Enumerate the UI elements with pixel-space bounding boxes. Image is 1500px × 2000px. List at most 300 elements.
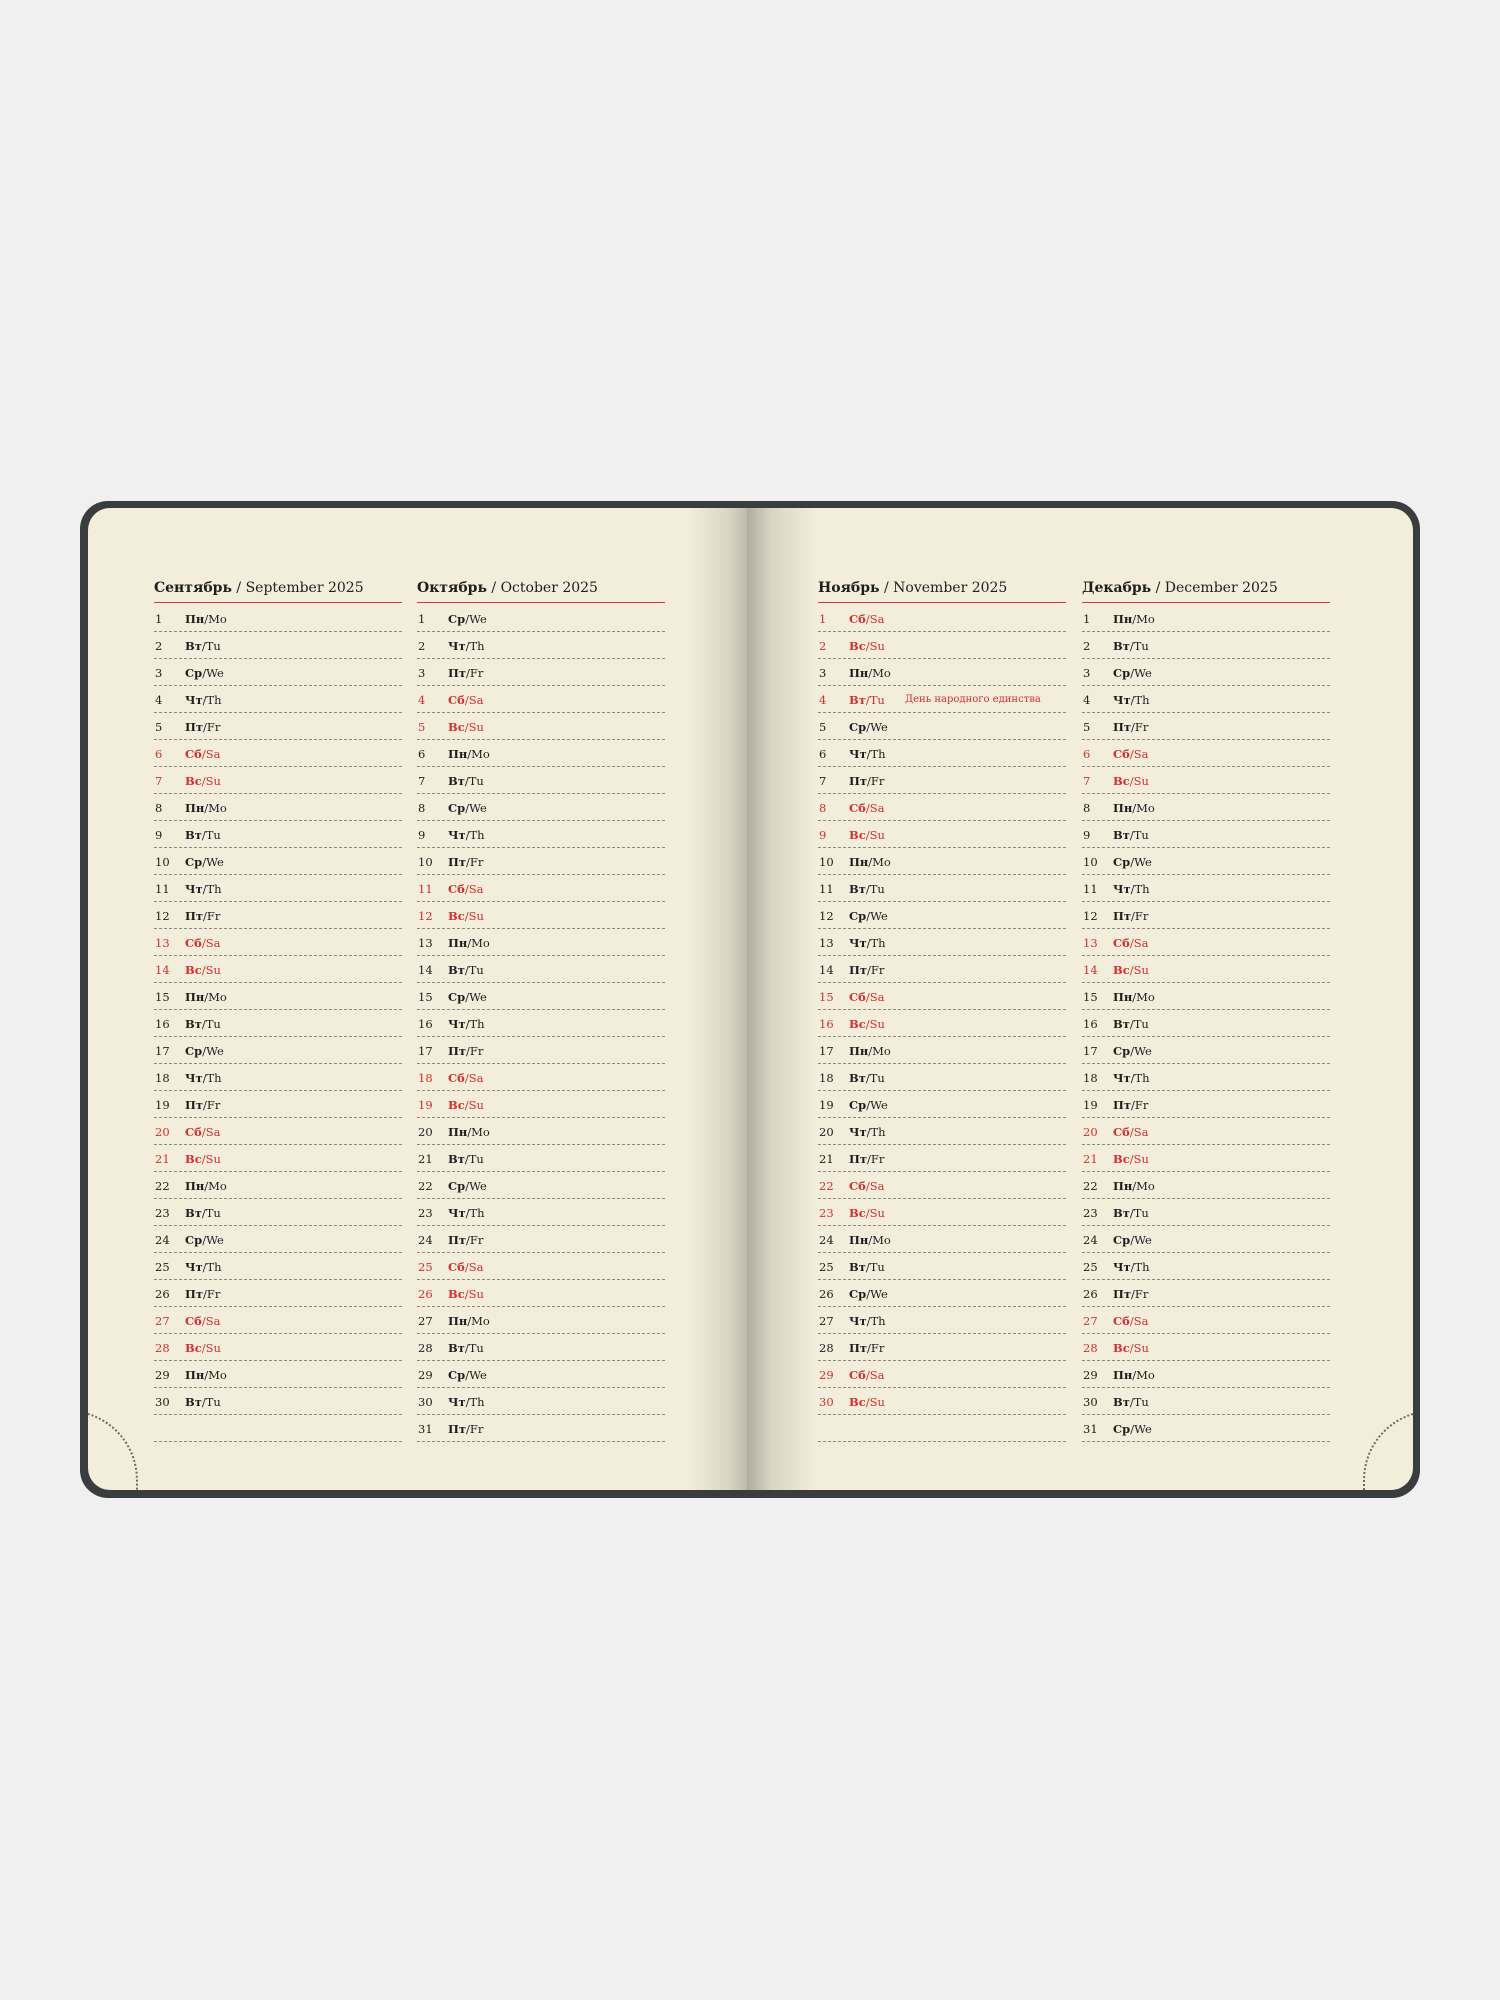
weekday: Чт/Th <box>185 882 222 896</box>
day-number: 14 <box>819 963 834 977</box>
day-number: 4 <box>155 693 163 707</box>
weekday: Вт/Tu <box>448 1152 484 1166</box>
weekday: Пн/Mo <box>185 801 227 815</box>
day-row <box>818 958 1066 983</box>
day-row <box>417 1309 665 1334</box>
weekday: Вс/Su <box>448 909 484 923</box>
weekday: Вс/Su <box>1113 1341 1149 1355</box>
day-row <box>154 715 402 740</box>
day-number: 8 <box>1083 801 1091 815</box>
day-row <box>818 607 1066 632</box>
day-row <box>154 1228 402 1253</box>
day-row <box>1082 1066 1330 1091</box>
day-number: 23 <box>418 1206 433 1220</box>
month-october <box>417 580 665 1444</box>
day-row <box>417 1228 665 1253</box>
day-number: 7 <box>1083 774 1091 788</box>
weekday: Ср/We <box>185 855 224 869</box>
day-row <box>154 1363 402 1388</box>
day-number: 2 <box>155 639 163 653</box>
day-row <box>154 904 402 929</box>
day-row <box>818 661 1066 686</box>
day-row <box>818 1255 1066 1280</box>
weekday: Вс/Su <box>185 774 221 788</box>
weekday: Чт/Th <box>849 1314 886 1328</box>
day-row <box>818 1282 1066 1307</box>
weekday: Пт/Fr <box>1113 1098 1149 1112</box>
weekday: Пн/Mo <box>185 1179 227 1193</box>
day-row <box>154 1282 402 1307</box>
weekday: Чт/Th <box>185 1260 222 1274</box>
day-row <box>818 823 1066 848</box>
day-number: 6 <box>155 747 163 761</box>
weekday: Пн/Mo <box>448 747 490 761</box>
day-row <box>417 1093 665 1118</box>
day-row <box>417 1363 665 1388</box>
day-row <box>417 607 665 632</box>
weekday: Пн/Mo <box>1113 1368 1155 1382</box>
day-row <box>818 1228 1066 1253</box>
day-row <box>818 985 1066 1010</box>
day-number: 2 <box>819 639 827 653</box>
day-number: 29 <box>155 1368 170 1382</box>
day-row <box>154 1066 402 1091</box>
day-number: 8 <box>155 801 163 815</box>
day-row <box>1082 1309 1330 1334</box>
weekday: Вс/Su <box>185 1341 221 1355</box>
day-number: 2 <box>418 639 426 653</box>
weekday: Вс/Su <box>849 1206 885 1220</box>
weekday: Чт/Th <box>849 1125 886 1139</box>
weekday: Вс/Su <box>1113 963 1149 977</box>
day-number: 15 <box>1083 990 1098 1004</box>
day-row <box>818 1336 1066 1361</box>
day-row <box>1082 796 1330 821</box>
day-number: 9 <box>819 828 827 842</box>
day-row <box>1082 1417 1330 1442</box>
day-number: 21 <box>819 1152 834 1166</box>
day-row <box>1082 1201 1330 1226</box>
weekday: Ср/We <box>185 666 224 680</box>
day-number: 25 <box>1083 1260 1098 1274</box>
day-row <box>818 634 1066 659</box>
day-row <box>417 661 665 686</box>
day-row <box>154 877 402 902</box>
day-row <box>818 1012 1066 1037</box>
day-number: 1 <box>418 612 426 626</box>
day-row <box>1082 1390 1330 1415</box>
day-row <box>154 796 402 821</box>
day-row <box>417 1282 665 1307</box>
day-list <box>818 603 1066 1442</box>
weekday: Ср/We <box>448 990 487 1004</box>
day-row <box>154 1093 402 1118</box>
day-number: 1 <box>819 612 827 626</box>
day-number: 20 <box>418 1125 433 1139</box>
weekday: Пт/Fr <box>1113 909 1149 923</box>
weekday: Чт/Th <box>1113 882 1150 896</box>
day-row <box>417 1417 665 1442</box>
weekday: Пт/Fr <box>185 1287 221 1301</box>
weekday: Вт/Tu <box>1113 1206 1149 1220</box>
day-row <box>417 823 665 848</box>
day-row <box>818 877 1066 902</box>
weekday: Вт/Tu <box>185 828 221 842</box>
day-row <box>1082 931 1330 956</box>
day-number: 15 <box>819 990 834 1004</box>
day-number: 11 <box>155 882 170 896</box>
day-number: 23 <box>1083 1206 1098 1220</box>
day-row <box>1082 877 1330 902</box>
day-number: 19 <box>1083 1098 1098 1112</box>
day-row <box>417 985 665 1010</box>
day-row <box>818 1363 1066 1388</box>
day-number: 18 <box>1083 1071 1098 1085</box>
day-row <box>1082 769 1330 794</box>
day-number: 9 <box>1083 828 1091 842</box>
weekday: Сб/Sa <box>185 1314 221 1328</box>
day-number: 10 <box>155 855 170 869</box>
day-number: 1 <box>155 612 163 626</box>
day-number: 29 <box>418 1368 433 1382</box>
day-number: 15 <box>418 990 433 1004</box>
day-row <box>154 823 402 848</box>
day-row <box>1082 1012 1330 1037</box>
day-number: 13 <box>155 936 170 950</box>
day-number: 30 <box>155 1395 170 1409</box>
weekday: Ср/We <box>849 1098 888 1112</box>
day-row <box>818 1039 1066 1064</box>
day-number: 3 <box>418 666 426 680</box>
day-number: 4 <box>418 693 426 707</box>
day-number: 22 <box>418 1179 433 1193</box>
day-number: 28 <box>418 1341 433 1355</box>
day-row <box>154 850 402 875</box>
weekday: Пт/Fr <box>448 1233 484 1247</box>
weekday: Вс/Su <box>185 963 221 977</box>
day-number: 16 <box>418 1017 433 1031</box>
day-row <box>1082 1363 1330 1388</box>
weekday: Пн/Mo <box>1113 801 1155 815</box>
day-row <box>154 1120 402 1145</box>
day-row <box>1082 1336 1330 1361</box>
weekday: Вс/Su <box>185 1152 221 1166</box>
day-row <box>818 850 1066 875</box>
day-row <box>818 796 1066 821</box>
day-row <box>818 769 1066 794</box>
day-row <box>1082 985 1330 1010</box>
day-number: 3 <box>1083 666 1091 680</box>
weekday: Вт/Tu <box>448 774 484 788</box>
day-number: 28 <box>1083 1341 1098 1355</box>
weekday: Чт/Th <box>448 1206 485 1220</box>
weekday: Сб/Sa <box>448 1071 484 1085</box>
day-number: 18 <box>418 1071 433 1085</box>
day-row <box>417 796 665 821</box>
weekday: Пн/Mo <box>849 1044 891 1058</box>
day-row <box>1082 958 1330 983</box>
day-row <box>154 931 402 956</box>
day-number: 16 <box>819 1017 834 1031</box>
day-number: 4 <box>1083 693 1091 707</box>
day-row <box>818 1390 1066 1415</box>
day-row <box>1082 715 1330 740</box>
day-row <box>154 1039 402 1064</box>
weekday: Вт/Tu <box>849 882 885 896</box>
day-row <box>417 1255 665 1280</box>
day-row <box>154 1201 402 1226</box>
day-row <box>417 769 665 794</box>
weekday: Сб/Sa <box>448 693 484 707</box>
day-row <box>154 634 402 659</box>
weekday: Чт/Th <box>1113 1071 1150 1085</box>
day-number: 27 <box>155 1314 170 1328</box>
day-number: 7 <box>155 774 163 788</box>
weekday: Чт/Th <box>185 1071 222 1085</box>
weekday: Вс/Su <box>448 1287 484 1301</box>
day-number: 14 <box>418 963 433 977</box>
day-number: 18 <box>819 1071 834 1085</box>
day-number: 15 <box>155 990 170 1004</box>
day-number: 6 <box>418 747 426 761</box>
day-number: 17 <box>1083 1044 1098 1058</box>
day-number: 8 <box>418 801 426 815</box>
weekday: Вс/Su <box>448 720 484 734</box>
day-row <box>1082 1228 1330 1253</box>
day-row <box>417 1120 665 1145</box>
day-row <box>818 1147 1066 1172</box>
day-number: 28 <box>155 1341 170 1355</box>
day-number: 17 <box>418 1044 433 1058</box>
day-row <box>417 742 665 767</box>
weekday: Вт/Tu <box>1113 1395 1149 1409</box>
day-row <box>154 769 402 794</box>
day-row <box>1082 1093 1330 1118</box>
weekday: Вт/Tu <box>1113 828 1149 842</box>
day-number: 26 <box>1083 1287 1098 1301</box>
weekday: Пн/Mo <box>448 1314 490 1328</box>
day-number: 13 <box>1083 936 1098 950</box>
day-number: 6 <box>1083 747 1091 761</box>
day-number: 24 <box>418 1233 433 1247</box>
day-row <box>417 1201 665 1226</box>
weekday: Пн/Mo <box>185 990 227 1004</box>
day-row <box>417 688 665 713</box>
day-row <box>1082 850 1330 875</box>
day-number: 5 <box>418 720 426 734</box>
day-row <box>417 1336 665 1361</box>
day-number: 25 <box>418 1260 433 1274</box>
weekday: Сб/Sa <box>849 1179 885 1193</box>
weekday: Пт/Fr <box>448 1422 484 1436</box>
weekday: Пт/Fr <box>849 1341 885 1355</box>
day-number: 22 <box>819 1179 834 1193</box>
day-number: 12 <box>1083 909 1098 923</box>
day-row <box>154 1174 402 1199</box>
weekday: Пт/Fr <box>849 1152 885 1166</box>
weekday: Сб/Sa <box>185 936 221 950</box>
weekday: Пт/Fr <box>1113 1287 1149 1301</box>
day-row <box>818 742 1066 767</box>
weekday: Чт/Th <box>1113 1260 1150 1274</box>
day-number: 21 <box>1083 1152 1098 1166</box>
day-number: 17 <box>155 1044 170 1058</box>
month-september <box>154 580 402 1444</box>
day-row <box>1082 1282 1330 1307</box>
day-number: 12 <box>819 909 834 923</box>
day-number: 13 <box>418 936 433 950</box>
weekday: Чт/Th <box>448 639 485 653</box>
day-number: 5 <box>819 720 827 734</box>
day-number: 26 <box>155 1287 170 1301</box>
day-row <box>818 1201 1066 1226</box>
day-list <box>1082 603 1330 1442</box>
day-list <box>417 603 665 1442</box>
day-number: 22 <box>1083 1179 1098 1193</box>
day-row <box>154 688 402 713</box>
weekday: Пт/Fr <box>448 1044 484 1058</box>
day-number: 30 <box>1083 1395 1098 1409</box>
weekday: Сб/Sa <box>1113 1125 1149 1139</box>
gutter-shadow <box>687 508 747 1490</box>
weekday: Вт/Tu <box>849 693 885 707</box>
day-number: 3 <box>819 666 827 680</box>
day-row <box>154 1255 402 1280</box>
weekday: Сб/Sa <box>1113 747 1149 761</box>
weekday: Ср/We <box>448 801 487 815</box>
weekday: Пн/Mo <box>448 1125 490 1139</box>
day-row <box>818 688 1066 713</box>
day-row <box>417 904 665 929</box>
day-row <box>154 1336 402 1361</box>
weekday: Пн/Mo <box>849 855 891 869</box>
day-number: 27 <box>1083 1314 1098 1328</box>
weekday: Вс/Su <box>849 1017 885 1031</box>
weekday: Чт/Th <box>849 747 886 761</box>
weekday: Вс/Su <box>849 1395 885 1409</box>
weekday: Сб/Sa <box>448 1260 484 1274</box>
weekday: Пн/Mo <box>1113 1179 1155 1193</box>
day-number: 24 <box>1083 1233 1098 1247</box>
weekday: Ср/We <box>448 612 487 626</box>
day-number: 31 <box>418 1422 433 1436</box>
day-row <box>818 1309 1066 1334</box>
day-row <box>154 1417 402 1442</box>
day-row <box>818 904 1066 929</box>
day-row <box>154 607 402 632</box>
weekday: Пн/Mo <box>1113 990 1155 1004</box>
day-row <box>1082 607 1330 632</box>
weekday: Сб/Sa <box>849 1368 885 1382</box>
month-december <box>1082 580 1330 1444</box>
day-number: 11 <box>418 882 433 896</box>
weekday: Чт/Th <box>448 828 485 842</box>
day-row <box>1082 688 1330 713</box>
day-row <box>417 1039 665 1064</box>
weekday: Пн/Mo <box>448 936 490 950</box>
day-row <box>417 1066 665 1091</box>
weekday: Чт/Th <box>849 936 886 950</box>
day-number: 7 <box>418 774 426 788</box>
day-row <box>1082 1147 1330 1172</box>
day-number: 19 <box>819 1098 834 1112</box>
weekday: Пт/Fr <box>849 963 885 977</box>
day-row <box>1082 634 1330 659</box>
day-number: 8 <box>819 801 827 815</box>
weekday: Сб/Sa <box>849 990 885 1004</box>
weekday: Ср/We <box>849 1287 888 1301</box>
day-number: 24 <box>819 1233 834 1247</box>
day-row <box>417 877 665 902</box>
day-row <box>818 1066 1066 1091</box>
weekday: Сб/Sa <box>849 801 885 815</box>
weekday: Пн/Mo <box>849 666 891 680</box>
day-row <box>154 985 402 1010</box>
day-row <box>154 1012 402 1037</box>
day-number: 19 <box>418 1098 433 1112</box>
weekday: Ср/We <box>1113 855 1152 869</box>
day-row <box>417 1174 665 1199</box>
day-number: 4 <box>819 693 827 707</box>
weekday: Сб/Sa <box>849 612 885 626</box>
day-row <box>1082 661 1330 686</box>
day-number: 3 <box>155 666 163 680</box>
weekday: Ср/We <box>185 1044 224 1058</box>
day-number: 10 <box>819 855 834 869</box>
weekday: Ср/We <box>1113 1422 1152 1436</box>
weekday: Пт/Fr <box>185 720 221 734</box>
day-number: 29 <box>819 1368 834 1382</box>
weekday: Вс/Su <box>1113 1152 1149 1166</box>
month-title: Сентябрь / September 2025 <box>154 580 402 603</box>
day-number: 23 <box>819 1206 834 1220</box>
day-number: 20 <box>155 1125 170 1139</box>
weekday: Вт/Tu <box>1113 1017 1149 1031</box>
month-november <box>818 580 1066 1444</box>
weekday: Вт/Tu <box>1113 639 1149 653</box>
day-number: 16 <box>155 1017 170 1031</box>
weekday: Вт/Tu <box>849 1071 885 1085</box>
day-number: 27 <box>418 1314 433 1328</box>
weekday: Вс/Su <box>1113 774 1149 788</box>
day-number: 25 <box>819 1260 834 1274</box>
day-row <box>154 958 402 983</box>
day-row <box>417 715 665 740</box>
day-number: 21 <box>155 1152 170 1166</box>
day-row <box>1082 1255 1330 1280</box>
day-row <box>1082 1039 1330 1064</box>
day-list <box>154 603 402 1442</box>
month-title: Октябрь / October 2025 <box>417 580 665 603</box>
day-number: 11 <box>819 882 834 896</box>
corner-pocket-guide <box>1363 1410 1413 1490</box>
weekday: Чт/Th <box>448 1395 485 1409</box>
day-row <box>417 931 665 956</box>
weekday: Пт/Fr <box>849 774 885 788</box>
day-row <box>818 931 1066 956</box>
weekday: Сб/Sa <box>448 882 484 896</box>
day-number: 2 <box>1083 639 1091 653</box>
weekday: Вт/Tu <box>849 1260 885 1274</box>
day-row <box>417 1147 665 1172</box>
weekday: Чт/Th <box>185 693 222 707</box>
day-number: 11 <box>1083 882 1098 896</box>
day-number: 30 <box>418 1395 433 1409</box>
corner-pocket-guide <box>88 1410 138 1490</box>
weekday: Ср/We <box>1113 666 1152 680</box>
weekday: Чт/Th <box>448 1017 485 1031</box>
weekday: Сб/Sa <box>185 1125 221 1139</box>
